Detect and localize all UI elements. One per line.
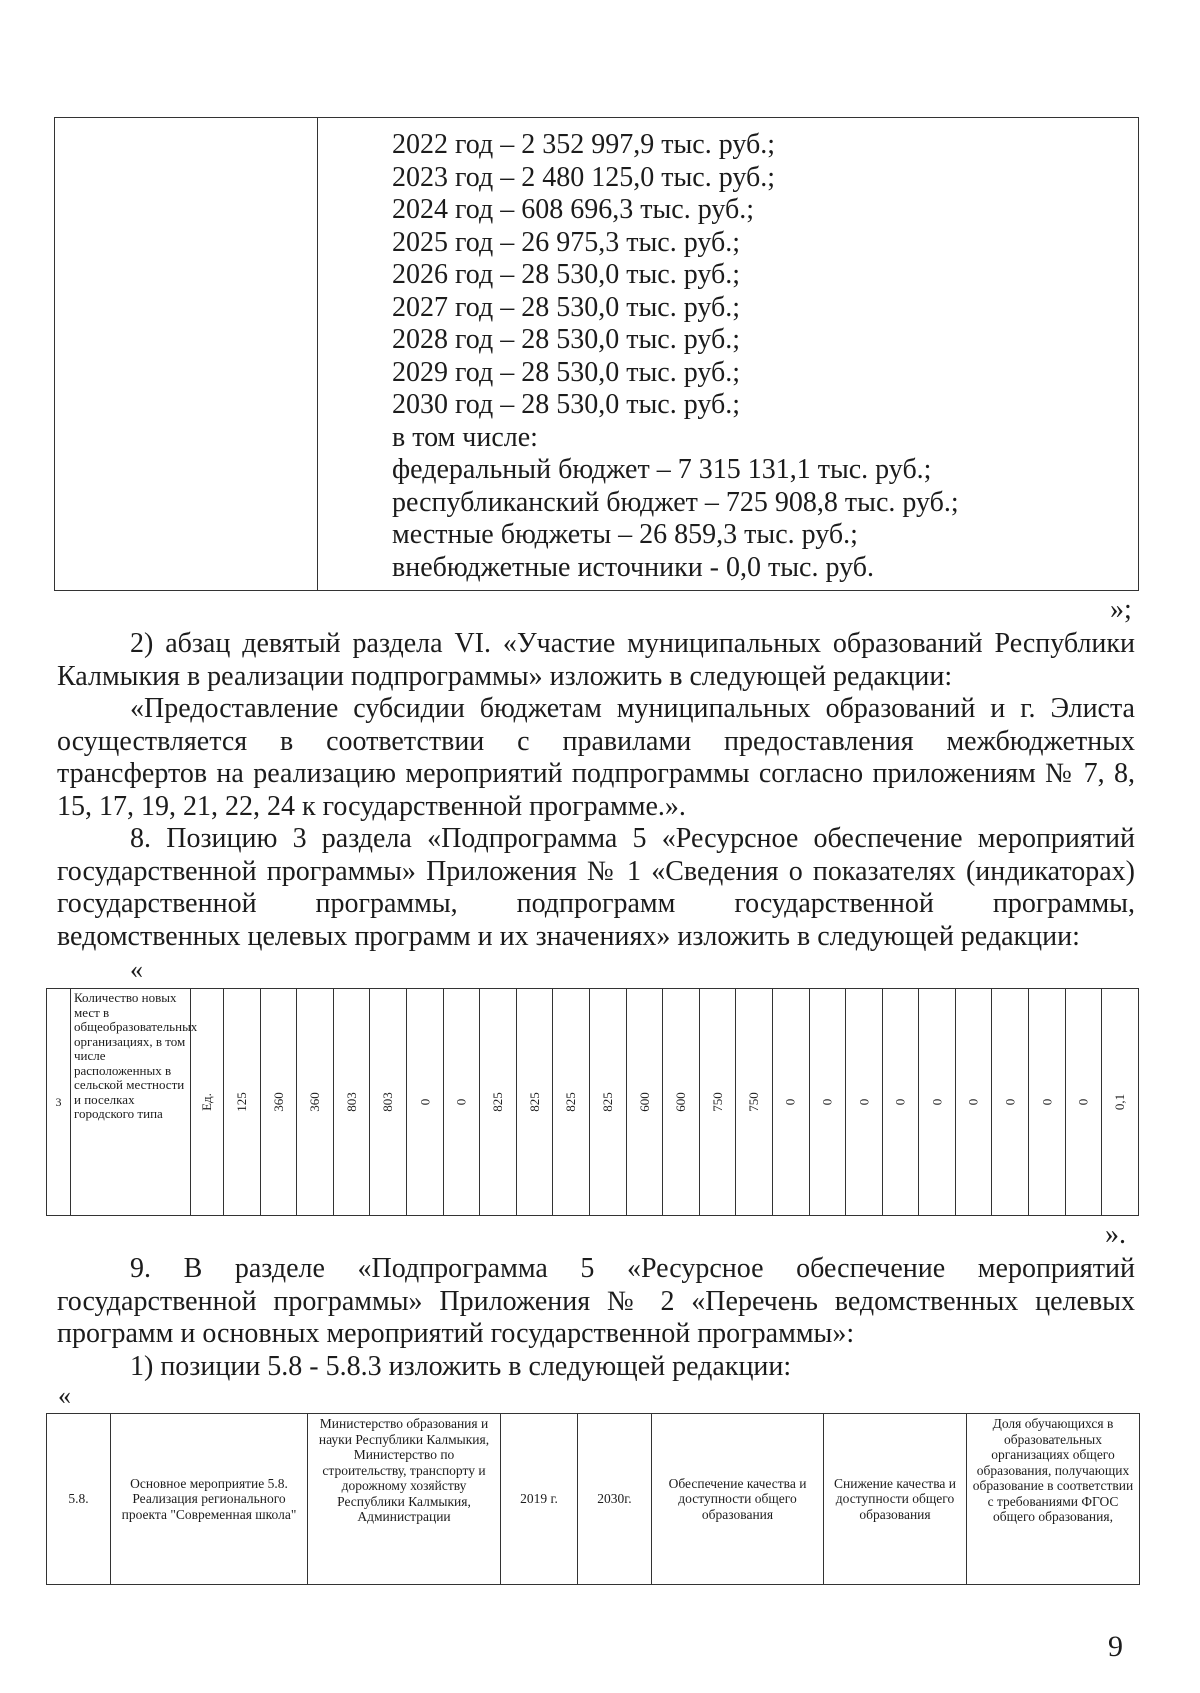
indicator-value-label: 0,1 [1112,1093,1128,1111]
page-number: 9 [1108,1630,1123,1663]
indicator-value [516,989,553,1216]
indicator-value-label: 0 [453,1098,469,1106]
indicator-value-label: 825 [599,1092,615,1112]
financing-line: 2029 год – 28 530,0 тыс. руб.; [392,356,740,388]
indicator-value [1029,989,1066,1216]
measure-start: 2019 г. [501,1414,578,1585]
financing-line: федеральный бюджет – 7 315 131,1 тыс. руб.; [392,454,932,485]
indicator-value [955,989,992,1216]
indicator-value-label: 0 [929,1098,945,1106]
indicator-value-label: 600 [636,1092,652,1112]
indicator-value-label: 0 [965,1098,981,1106]
indicator-value-label: 825 [563,1092,579,1112]
indicator-description: Количество новых мест в общеобразовательных организациях, в том числе расположенных в сельской местности и поселках городского типа [71,989,191,1216]
indicator-value-label: 803 [343,1092,359,1112]
indicator-value [699,989,736,1216]
table-row [47,1414,1140,1585]
indicator-value-label: 803 [380,1092,396,1112]
measures-table [46,1413,1140,1585]
financing-line: в том числе: [392,421,538,453]
paragraph-line: 1) позиции 5.8 - 5.8.3 изложить в следующей редакции: [130,1350,792,1382]
paragraph-line: осуществляется в соответствии с правилами предоставления межбюджетных [57,725,1135,757]
financing-line: 2028 год – 28 530,0 тыс. руб.; [392,324,740,355]
paragraph-line: трансфертов на реализацию мероприятий подпрограммы согласно приложениям № 7, 8, [57,758,1135,789]
paragraph-8 [57,823,1135,953]
row-number: 3 [47,989,71,1216]
indicator-value [1102,989,1139,1216]
paragraph-9 [57,1253,1135,1383]
indicator-value-label: 750 [746,1092,762,1112]
indicator-value-label: 0 [1002,1098,1018,1106]
indicator-value-label: 825 [526,1092,542,1112]
indicator-value-label: 0 [416,1098,432,1106]
indicator-value [992,989,1029,1216]
financing-line: 2022 год – 2 352 997,9 тыс. руб.; [392,129,775,160]
financing-line: республиканский бюджет – 725 908,8 тыс. руб.; [392,486,959,518]
paragraph-quote [57,693,1135,823]
measure-end: 2030г. [578,1414,652,1585]
financing-line: местные бюджеты – 26 859,3 тыс. руб.; [392,519,858,550]
paragraph-line: «Предоставление субсидии бюджетам муниципальных образований и г. Элиста [130,693,1135,724]
indicator-value [443,989,480,1216]
financing-line: внебюджетные источники - 0,0 тыс. руб. [392,551,874,583]
financing-line: 2026 год – 28 530,0 тыс. руб.; [392,259,740,290]
indicator-value [736,989,773,1216]
indicator-value-label: 360 [306,1092,322,1112]
indicator-value [224,989,261,1216]
indicator-value-label: 600 [672,1092,688,1112]
closing-quote: ». [1105,1219,1126,1250]
indicator-value [1065,989,1102,1216]
measure-executor: Министерство образования и науки Республики Калмыкия, Министерство по строительству, транспорту и дорожному хозяйству Республики Калмыкия, Администрации [308,1414,501,1585]
paragraph-line: 15, 17, 19, 21, 22, 24 к государственной программе.». [57,790,686,822]
indicator-value-label: 0 [1075,1098,1091,1106]
financing-line: 2025 год – 26 975,3 тыс. руб.; [392,226,740,258]
financing-lines [392,129,959,584]
indicator-value [333,989,370,1216]
indicator-value-label: 0 [782,1098,798,1106]
indicator-value-label: 125 [233,1092,249,1112]
closing-quote: »; [1110,594,1132,625]
measure-result: Обеспечение качества и доступности общего образования [652,1414,824,1585]
indicator-value-label: 750 [709,1092,725,1112]
indicator-value [370,989,407,1216]
indicator-value-label: 0 [819,1098,835,1106]
indicator-value-label: 0 [892,1098,908,1106]
paragraph-line: 2) абзац девятый раздела VI. «Участие муниципальных образований Республики [130,628,1135,659]
indicator-value [663,989,700,1216]
paragraph-line: ведомственных целевых программ и их значениях» изложить в следующей редакции: [57,920,1080,952]
measure-number: 5.8. [47,1414,111,1585]
indicator-value [919,989,956,1216]
indicator-value [846,989,883,1216]
indicator-value [553,989,590,1216]
table-divider [317,118,318,590]
financing-table [54,117,1139,591]
unit-label: Ед. [199,1093,214,1111]
financing-line: 2023 год – 2 480 125,0 тыс. руб.; [392,161,775,193]
financing-line: 2027 год – 28 530,0 тыс. руб.; [392,291,740,323]
measure-name: Основное мероприятие 5.8. Реализация регионального проекта "Современная школа" [111,1414,308,1585]
opening-quote: « [58,1381,71,1410]
table-row [47,989,1139,1216]
indicator-value [589,989,626,1216]
paragraph-line: Калмыкия в реализации подпрограммы» изложить в следующей редакции: [57,660,953,692]
indicator-value [297,989,334,1216]
opening-quote: « [130,955,143,984]
paragraph-line: 8. Позицию 3 раздела «Подпрограмма 5 «Ресурсное обеспечение мероприятий [130,823,1135,854]
paragraph-2 [57,628,1135,693]
indicator-value-label: 0 [1038,1098,1054,1106]
paragraph-line: государственной программы» Приложения № 1 «Сведения о показателях (индикаторах) [57,855,1135,887]
indicator-value-label: 0 [855,1098,871,1106]
financing-line: 2024 год – 608 696,3 тыс. руб.; [392,194,754,225]
paragraph-line: программ и основных мероприятий государственной программы»: [57,1318,855,1349]
measure-risk: Снижение качества и доступности общего образования [824,1414,967,1585]
indicator-value [260,989,297,1216]
indicator-value [809,989,846,1216]
paragraph-line: государственной программы, подпрограмм государственной программы, [57,888,1135,919]
indicator-table [46,988,1139,1216]
indicator-value [406,989,443,1216]
measure-indicator: Доля обучающихся в образовательных организациях общего образования, получающих образование в соответствии с требованиями ФГОС общего образования, [967,1414,1140,1585]
financing-line: 2030 год – 28 530,0 тыс. руб.; [392,389,740,420]
paragraph-line: 9. В разделе «Подпрограмма 5 «Ресурсное обеспечение мероприятий [130,1253,1135,1284]
indicator-value [480,989,517,1216]
indicator-value [772,989,809,1216]
paragraph-line: государственной программы» Приложения № 2 «Перечень ведомственных целевых [57,1285,1135,1317]
indicator-value-label: 825 [489,1092,505,1112]
indicator-value [882,989,919,1216]
indicator-value [626,989,663,1216]
indicator-value-label: 360 [270,1092,286,1112]
